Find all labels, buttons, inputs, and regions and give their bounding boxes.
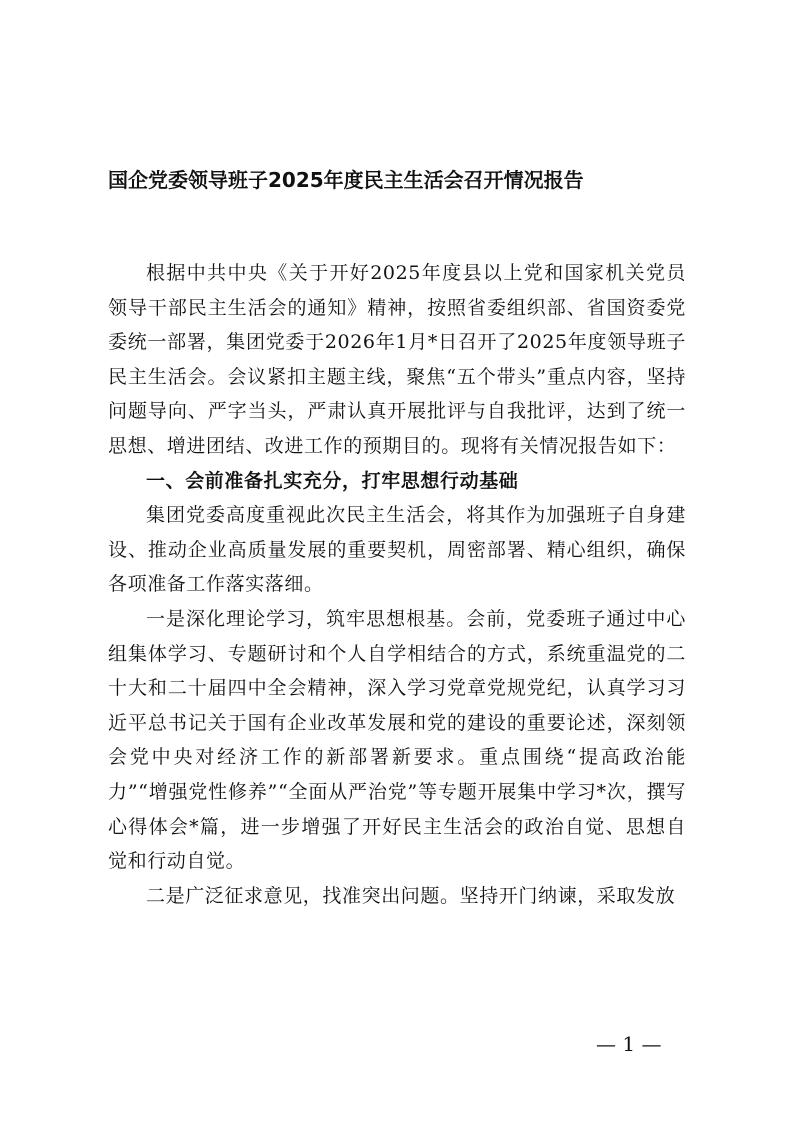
page-number: — 1 — bbox=[596, 1032, 662, 1056]
study-paragraph: 一是深化理论学习，筑牢思想根基。会前，党委班子通过中心组集体学习、专题研讨和个人自学相结合的方式，系统重温党的二十大和二十届四中全会精神，深入学习党章党规党纪，认真学习习近平总书记关于国有企业改革发展和党的建设的重要论述，深刻领会党中央对经济工作的新部署新要求。重点围绕“提高政治能力”“增强党性修养”“全面从严治党”等专题开展集中学习*次，撰写心得体会*篇，进一步增强了开好民主生活会的政治自觉、思想自觉和行动自觉。 bbox=[108, 607, 686, 873]
section-intro-paragraph: 集团党委高度重视此次民主生活会，将其作为加强班子自身建设、推动企业高质量发展的重要契机，周密部署、精心组织，确保各项准备工作落实落细。 bbox=[108, 504, 686, 596]
opinion-paragraph: 二是广泛征求意见，找准突出问题。坚持开门纳谏，采取发放 bbox=[146, 884, 676, 907]
document-title: 国企党委领导班子2025年度民主生活会召开情况报告 bbox=[108, 168, 584, 192]
intro-paragraph: 根据中共中央《关于开好2025年度县以上党和国家机关党员领导干部民主生活会的通知》精神，按照省委组织部、省国资委党委统一部署，集团党委于2026年1月*日召开了2025年度领导班子民主生活会。会议紧扣主题主线，聚焦“五个带头”重点内容，坚持问题导向、严字当头，严肃认真开展批评与自我批评，达到了统一思想、增进团结、改进工作的预期目的。现将有关情况报告如下： bbox=[108, 262, 686, 457]
section-heading: 一、会前准备扎实充分，打牢思想行动基础 bbox=[146, 469, 519, 492]
document-body bbox=[108, 256, 686, 913]
